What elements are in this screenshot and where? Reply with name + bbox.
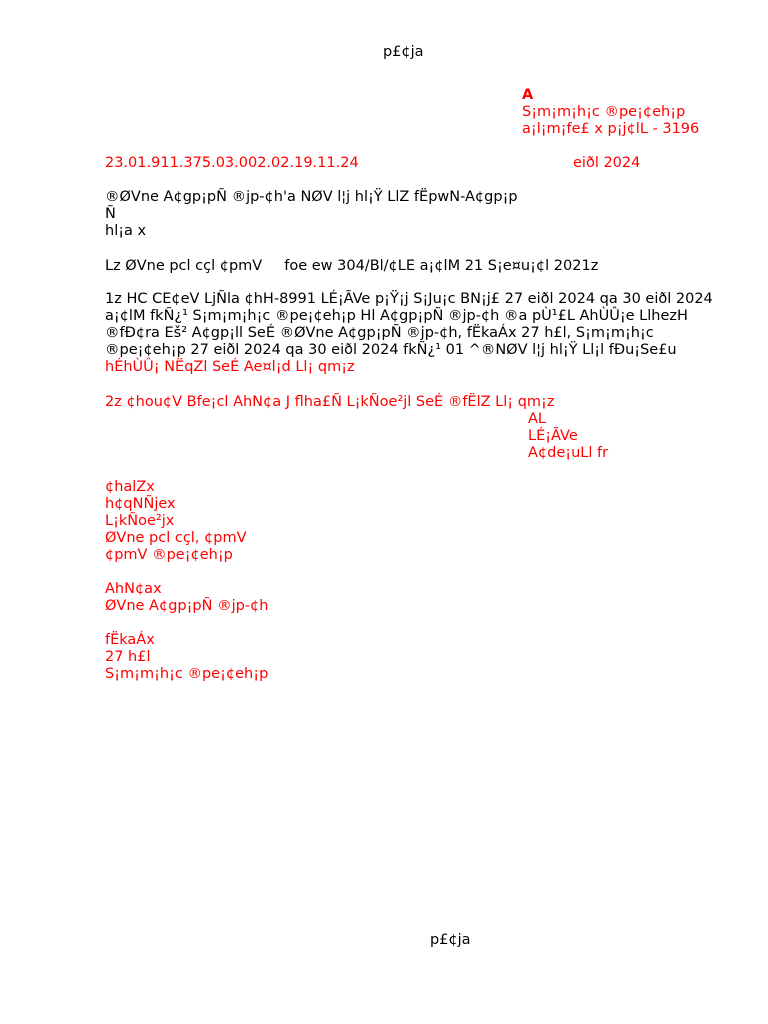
distribution-item: L¡kÑoe²jx [105, 513, 175, 529]
distribution-item: ¢pmV ®pe¡¢eh¡p [105, 547, 233, 563]
paragraph-2: 2z ¢hou¢V Bfe¡cl AhN¢a J flha£Ñ L¡kÑoe²jl SeÉ ®fËlZ Ll¡ qm¡z [105, 394, 555, 410]
copy-block [105, 632, 268, 683]
subject-line [105, 258, 598, 275]
sender-block [522, 87, 699, 138]
paragraph-1-body: 1z HC CE¢eV LjÑla ¢hH-8991 LÉ¡ÃVe p¡Ÿ¡j S¡Ju¡c BN¡j£ 27 eiðl 2024 qa 30 eiðl 2024 a¡¢lM fkÑ¿¹ S¡m¡m¡h¡c ®pe¡¢eh¡p Hl A¢gp¡pÑ ®jp-¢h ®a pÙ¹£L AhÙÛ¡e LlhezH ®fÐ¢ra Eš² A¢gp¡ll SeÉ ®ØVne A¢gp¡pÑ ®jp-¢h, fËkaÁx 27 h£l, S¡m¡m¡h¡c ®pe¡¢eh¡p 27 eiðl 2024 qa 30 eiðl 2024 fkÑ¿¹ 01 ^®NØV l¦j hl¡Ÿ Ll¡l fÐu¡Se£u [105, 291, 713, 358]
reference-number: 23.01.911.375.03.002.02.19.11.24 [105, 155, 359, 171]
action-item: ØVne A¢gp¡pÑ ®jp-¢h [105, 598, 269, 614]
recipient-line: hl¡a x [105, 223, 147, 239]
sender-unit: S¡m¡m¡h¡c ®pe¡¢eh¡p [522, 104, 686, 120]
copy-item: fËkaÁx [105, 632, 155, 648]
reference-date: eiðl 2024 [573, 155, 641, 171]
subject-reference: foe ew 304/Bl/¢LE a¡¢lM 21 S¡e¤u¡¢l 2021z [284, 258, 599, 274]
subject-label: Lz ØVne pcl cçl ¢pmV [105, 258, 263, 274]
distribution-item: ¢halZx [105, 479, 155, 495]
distribution-item: ØVne pcl cçl, ¢pmV [105, 530, 247, 546]
recipient-line: ®ØVne A¢gp¡pÑ ®jp-¢h'a NØV l¦j hl¡Ÿ LlZ fËpwN-A¢gp¡p [105, 189, 518, 205]
action-block [105, 581, 268, 615]
sender-address: a¡l¡m¡fe£ x p¡j¢lL - 3196 [522, 121, 700, 137]
signature-rank: LÉ¡ÃVe [528, 428, 578, 444]
recipient-line: Ñ [105, 206, 116, 222]
copy-item: S¡m¡m¡h¡c ®pe¡¢eh¡p [105, 666, 269, 682]
copy-item: 27 h£l [105, 649, 151, 665]
signature-initials: AL [528, 411, 546, 427]
signature-appointment: A¢de¡uLl fr [528, 445, 609, 461]
distribution-item: h¢qNÑjex [105, 496, 176, 512]
sender-letter: A [522, 87, 534, 103]
header-classification: p£¢ja [383, 44, 424, 60]
distribution-block [105, 479, 247, 564]
signature-block [528, 411, 608, 462]
action-item: AhN¢ax [105, 581, 162, 597]
paragraph-1 [105, 291, 725, 376]
paragraph-1-request: hÉhÙÛ¡ NËqZl SeÉ Ae¤l¡d Ll¡ qm¡z [105, 359, 355, 375]
footer-classification: p£¢ja [430, 932, 471, 948]
recipient-block [105, 189, 518, 240]
